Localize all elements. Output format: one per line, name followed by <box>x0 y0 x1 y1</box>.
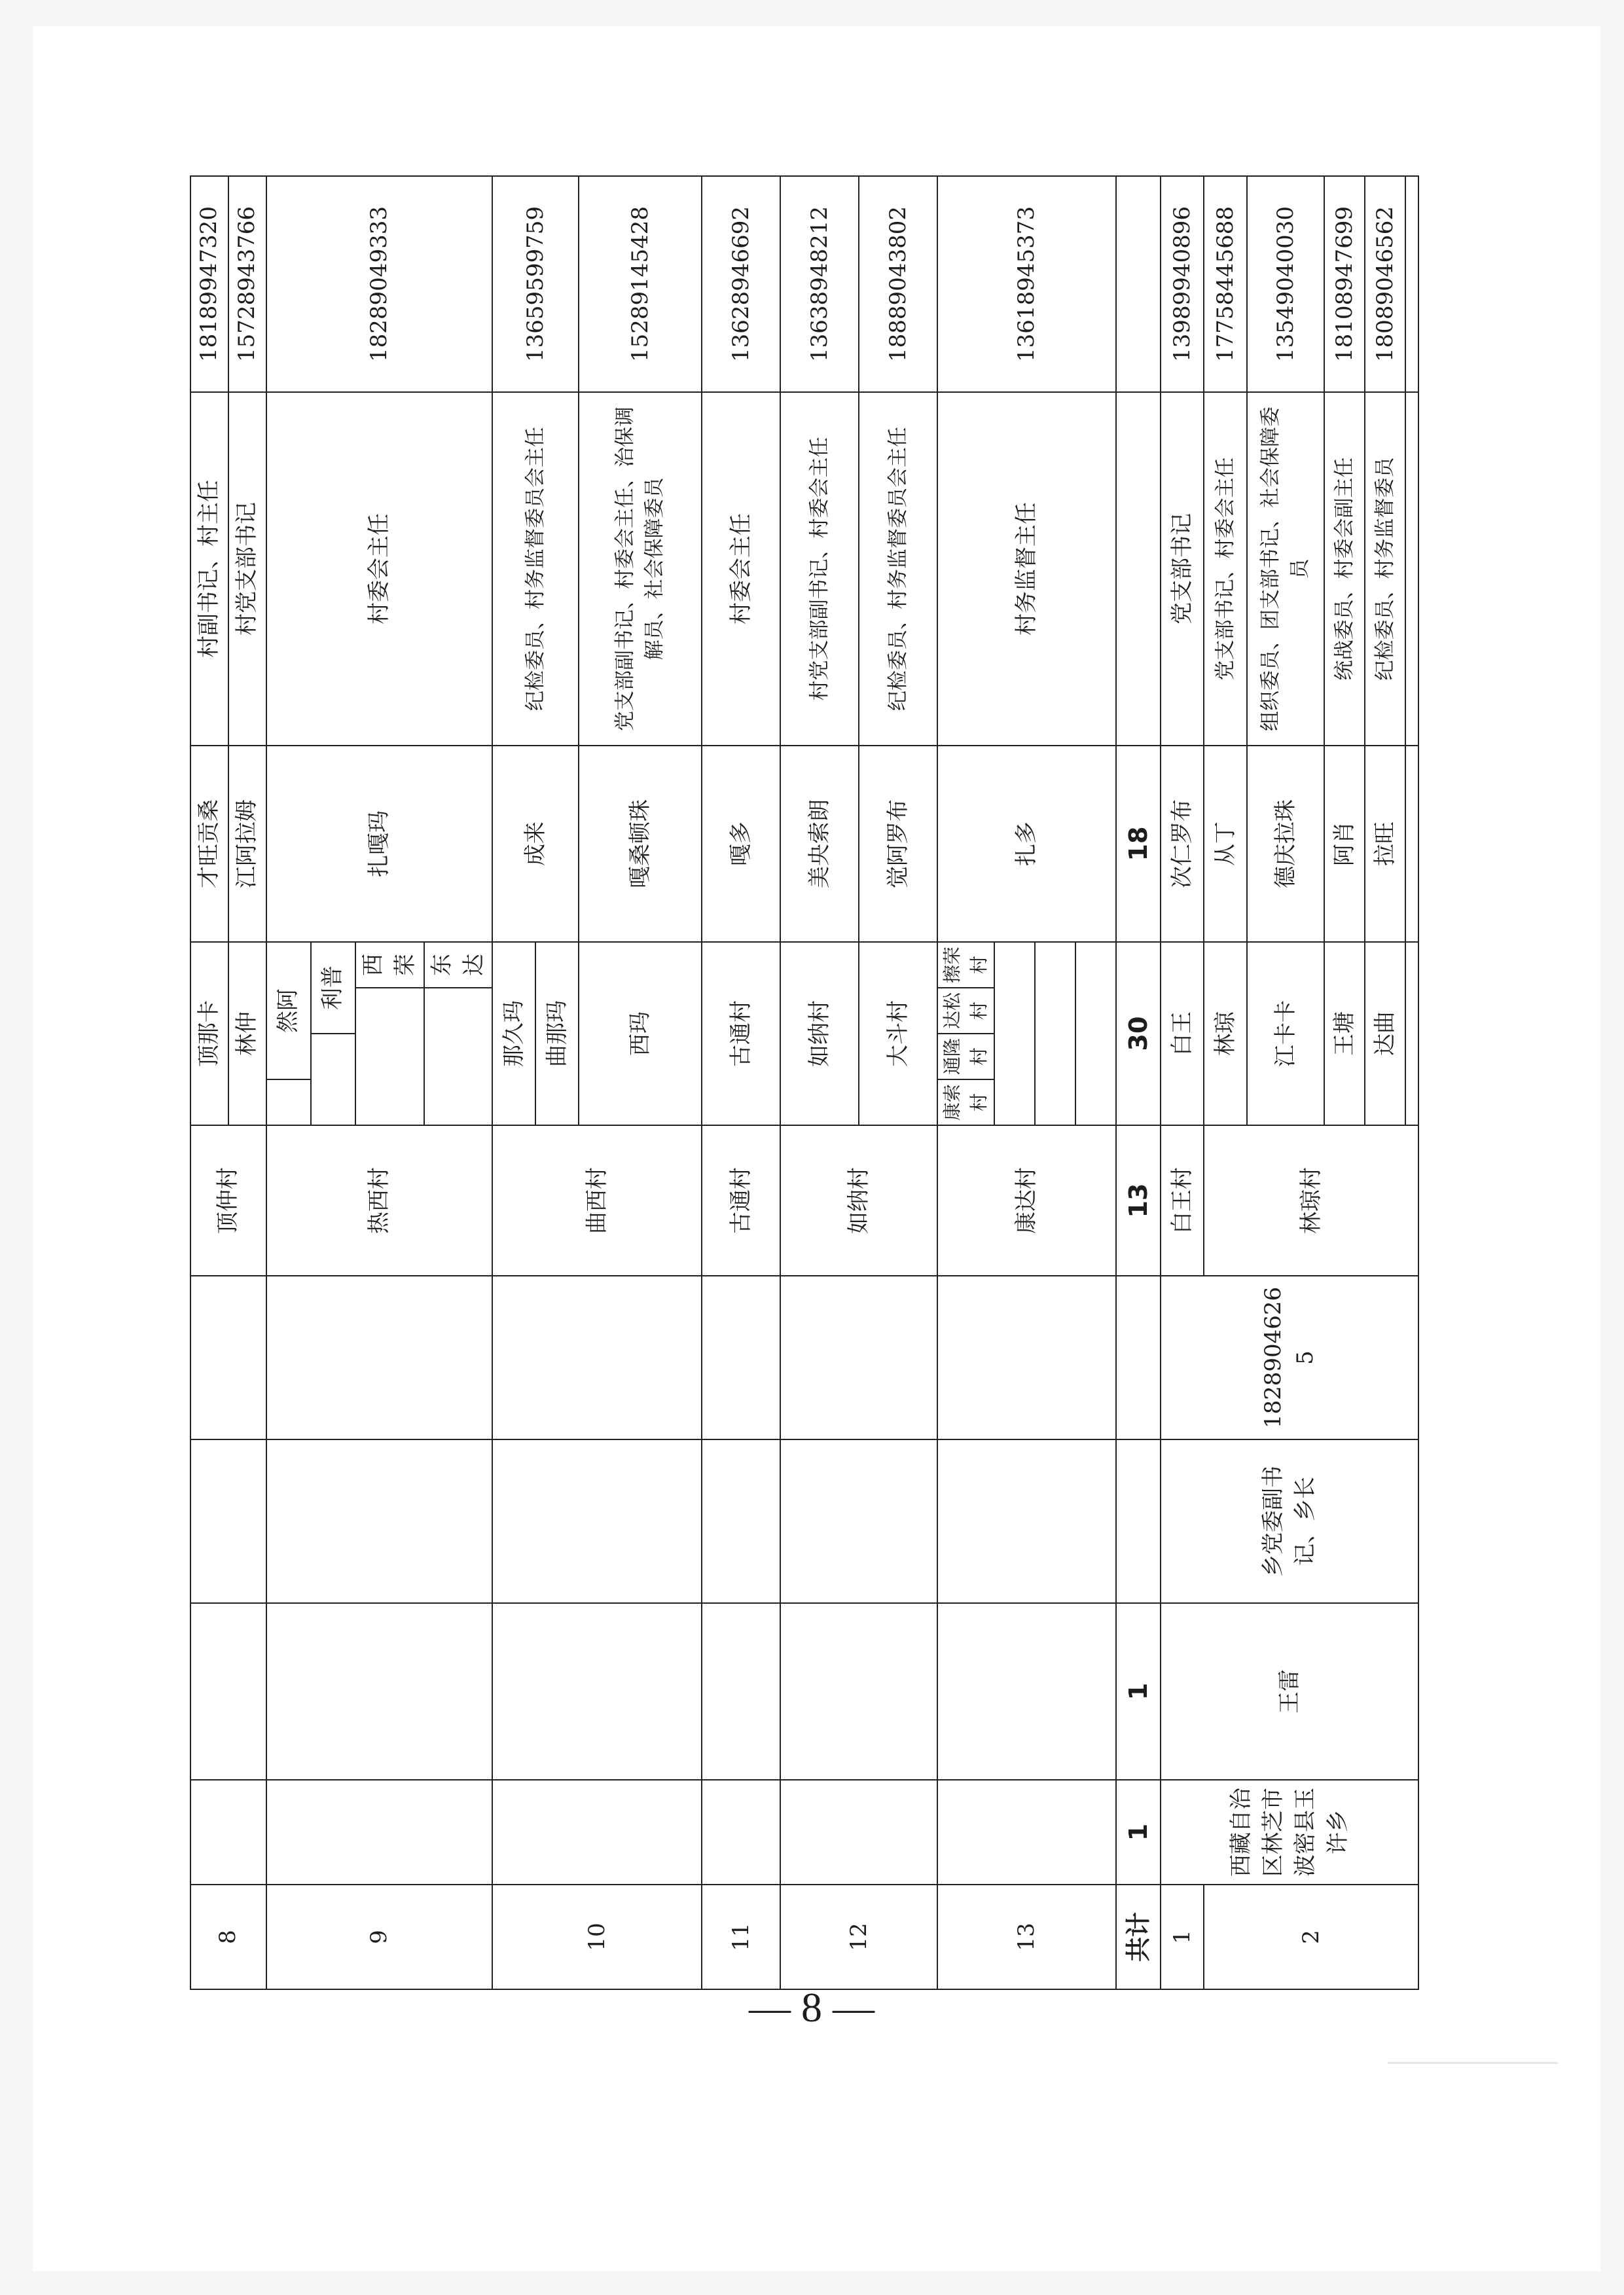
leader-position: 村副书记、村主任 <box>190 392 228 746</box>
leader-name: 觉阿罗布 <box>859 746 937 942</box>
leader-position: 纪检委员、村务监督委员 <box>1365 392 1405 746</box>
group-name: 西玛 <box>579 942 702 1125</box>
leader-position: 统战委员、村委会副主任 <box>1324 392 1365 746</box>
total-groups: 30 <box>1116 942 1161 1125</box>
leader-phone: 13659599759 <box>492 176 579 392</box>
total-row <box>1116 176 1161 1989</box>
township-leader-name: 王雷 <box>1161 1603 1418 1780</box>
leader-position: 纪检委员、村务监督委员会主任 <box>492 392 579 746</box>
leader-name: 德庆拉珠 <box>1247 746 1324 942</box>
leader-name: 次仁罗布 <box>1161 746 1204 942</box>
group-name: 曲那玛 <box>535 942 579 1125</box>
leader-name: 美央索朗 <box>780 746 859 942</box>
village-name: 康达村 <box>937 1125 1116 1276</box>
leader-name: 阿肖 <box>1324 746 1365 942</box>
leader-phone: 15289145428 <box>579 176 702 392</box>
subgroup-name: 西荣 <box>355 942 424 988</box>
leader-name: 嘎多 <box>702 746 780 942</box>
village-name: 热西村 <box>266 1125 492 1276</box>
total-township-leader: 1 <box>1116 1603 1161 1780</box>
leader-phone: 17758445688 <box>1204 176 1247 392</box>
leader-name: 拉旺 <box>1365 746 1405 942</box>
township-leader-position: 乡党委副书记、乡长 <box>1161 1439 1418 1603</box>
subgroup-name: 康索村 <box>937 1079 994 1125</box>
leader-phone: 18089046562 <box>1365 176 1405 392</box>
total-label: 共计 <box>1116 1885 1161 1989</box>
county-name: 西藏自治区林芝市波密县玉许乡 <box>1161 1780 1418 1885</box>
group-name: 大斗村 <box>859 942 937 1125</box>
subgroup-name: 利普 <box>311 942 355 1034</box>
subgroup-name: 擦荣村 <box>937 942 994 988</box>
leader-name: 江阿拉姆 <box>228 746 266 942</box>
subgroup-name: 然阿 <box>266 942 311 1079</box>
group-name: 林琼 <box>1204 942 1247 1125</box>
leader-phone: 15728943766 <box>228 176 266 392</box>
leader-name: 才旺贡桑 <box>190 746 228 942</box>
table-row <box>937 176 994 1989</box>
leader-position: 村务监督主任 <box>937 392 1116 746</box>
leader-name: 扎嘎玛 <box>266 746 492 942</box>
row-number: 11 <box>702 1885 780 1989</box>
leader-name: 嘎桑顿珠 <box>579 746 702 942</box>
table-row <box>702 176 780 1989</box>
table-row <box>266 176 311 1989</box>
leader-position: 村委会主任 <box>702 392 780 746</box>
leader-phone: 13628946692 <box>702 176 780 392</box>
leader-position: 党支部书记 <box>1161 392 1204 746</box>
leader-name: 从丁 <box>1204 746 1247 942</box>
leader-position: 党支部副书记、村委会主任、治保调解员、社会保障委员 <box>579 392 702 746</box>
leader-position: 村党支部书记 <box>228 392 266 746</box>
total-county: 1 <box>1116 1780 1161 1885</box>
leader-position: 党支部书记、村委会主任 <box>1204 392 1247 746</box>
village-group-leader-table <box>190 175 1419 1990</box>
leader-position: 组织委员、团支部书记、社会保障委员 <box>1247 392 1324 746</box>
group-name: 江卡卡 <box>1247 942 1324 1125</box>
page-number: — 8 — <box>749 1984 875 2031</box>
subgroup-name: 达松村 <box>937 988 994 1034</box>
total-villages: 13 <box>1116 1125 1161 1276</box>
leader-position: 村委会主任 <box>266 392 492 746</box>
total-group-leaders: 18 <box>1116 746 1161 942</box>
table-row <box>780 176 859 1989</box>
village-name: 曲西村 <box>492 1125 702 1276</box>
table-row <box>1161 176 1204 1989</box>
row-number: 9 <box>266 1885 492 1989</box>
group-name: 白王 <box>1161 942 1204 1125</box>
rotated-table-container <box>190 177 1414 1990</box>
group-name: 王塘 <box>1324 942 1365 1125</box>
leader-phone: 18889043802 <box>859 176 937 392</box>
group-name: 顶那卡 <box>190 942 228 1125</box>
table-row <box>190 176 228 1989</box>
table-row <box>492 176 535 1989</box>
leader-name: 扎多 <box>937 746 1116 942</box>
row-number: 13 <box>937 1885 1116 1989</box>
row-number: 12 <box>780 1885 937 1989</box>
group-name: 那久玛 <box>492 942 535 1125</box>
subgroup-name: 东达 <box>424 942 493 988</box>
village-name: 林琼村 <box>1204 1125 1418 1276</box>
leader-phone: 18289049333 <box>266 176 492 392</box>
leader-phone: 18189947320 <box>190 176 228 392</box>
village-name: 白王村 <box>1161 1125 1204 1276</box>
leader-position: 村党支部副书记、村委会主任 <box>780 392 859 746</box>
group-name: 达曲 <box>1365 942 1405 1125</box>
subgroup-name: 通隆村 <box>937 1034 994 1079</box>
row-number: 8 <box>190 1885 266 1989</box>
village-name: 古通村 <box>702 1125 780 1276</box>
row-number: 1 <box>1161 1885 1204 1989</box>
row-number: 10 <box>492 1885 702 1989</box>
leader-position: 纪检委员、村务监督委员会主任 <box>859 392 937 746</box>
leader-phone: 13618945373 <box>937 176 1116 392</box>
leader-phone: 13638948212 <box>780 176 859 392</box>
group-name: 如纳村 <box>780 942 859 1125</box>
leader-phone: 18108947699 <box>1324 176 1365 392</box>
scan-artifact <box>1388 2062 1558 2064</box>
group-name: 古通村 <box>702 942 780 1125</box>
village-name: 顶仲村 <box>190 1125 266 1276</box>
leader-name: 成来 <box>492 746 579 942</box>
group-name: 林仲 <box>228 942 266 1125</box>
leader-phone: 13549040030 <box>1247 176 1324 392</box>
row-number: 2 <box>1204 1885 1418 1989</box>
village-name: 如纳村 <box>780 1125 937 1276</box>
leader-phone: 13989940896 <box>1161 176 1204 392</box>
township-leader-phone: 18289046265 <box>1161 1276 1418 1439</box>
